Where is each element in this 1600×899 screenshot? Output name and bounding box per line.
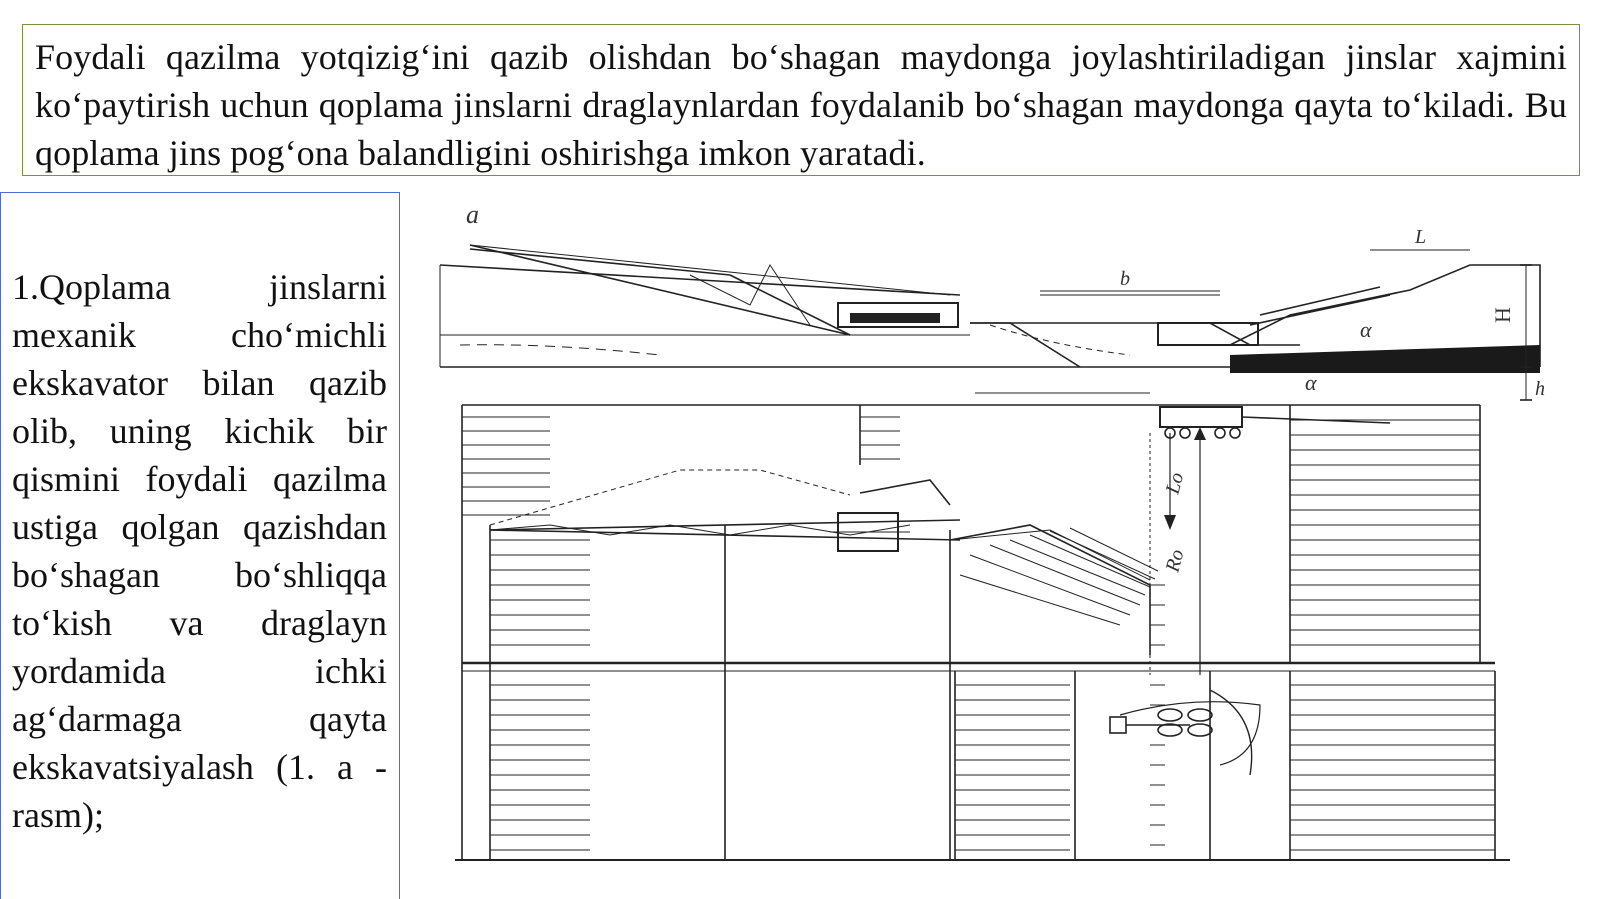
label-alpha-1: α: [1360, 317, 1372, 342]
mining-scheme-drawing: [430, 195, 1600, 895]
mining-scheme-figure: [430, 195, 1600, 895]
cross-section: [440, 226, 1545, 400]
method-paragraph: 1.Qoplama jinslarni mexanik cho‘michli ekskavator bilan qazib olib, uning kichik bir qismini foydali qazilma ustiga qolgan qazishdan bo‘shagan bo‘shliqqa to‘kish va draglayn yordamida ichki ag‘darmaga qayta ekskavatsiyalash (1. a - rasm);: [12, 267, 387, 835]
plan-view: [455, 405, 1510, 860]
intro-paragraph: Foydali qazilma yotqizig‘ini qazib olishdan bo‘shagan maydonga joylashtiriladigan jinslar xajmini ko‘paytirish uchun qoplama jinslarni draglaynlardan foydalanib bo‘shagan maydonga qayta to‘kiladi. Bu qoplama jins pog‘ona balandligini oshirishga imkon yaratadi.: [35, 37, 1567, 173]
label-Ro: Ro: [1161, 547, 1189, 575]
label-H: H: [1490, 307, 1515, 323]
label-b: b: [1120, 268, 1130, 290]
label-alpha-2: α: [1305, 370, 1317, 395]
label-Lo: Lo: [1161, 470, 1189, 497]
panel-label: a: [466, 200, 479, 229]
method-description-box: [0, 192, 400, 899]
hatching: [462, 417, 1495, 850]
label-h: h: [1535, 378, 1545, 400]
intro-text-box: [22, 24, 1580, 176]
label-L: L: [1415, 226, 1427, 248]
coal-seam: [1230, 345, 1540, 373]
